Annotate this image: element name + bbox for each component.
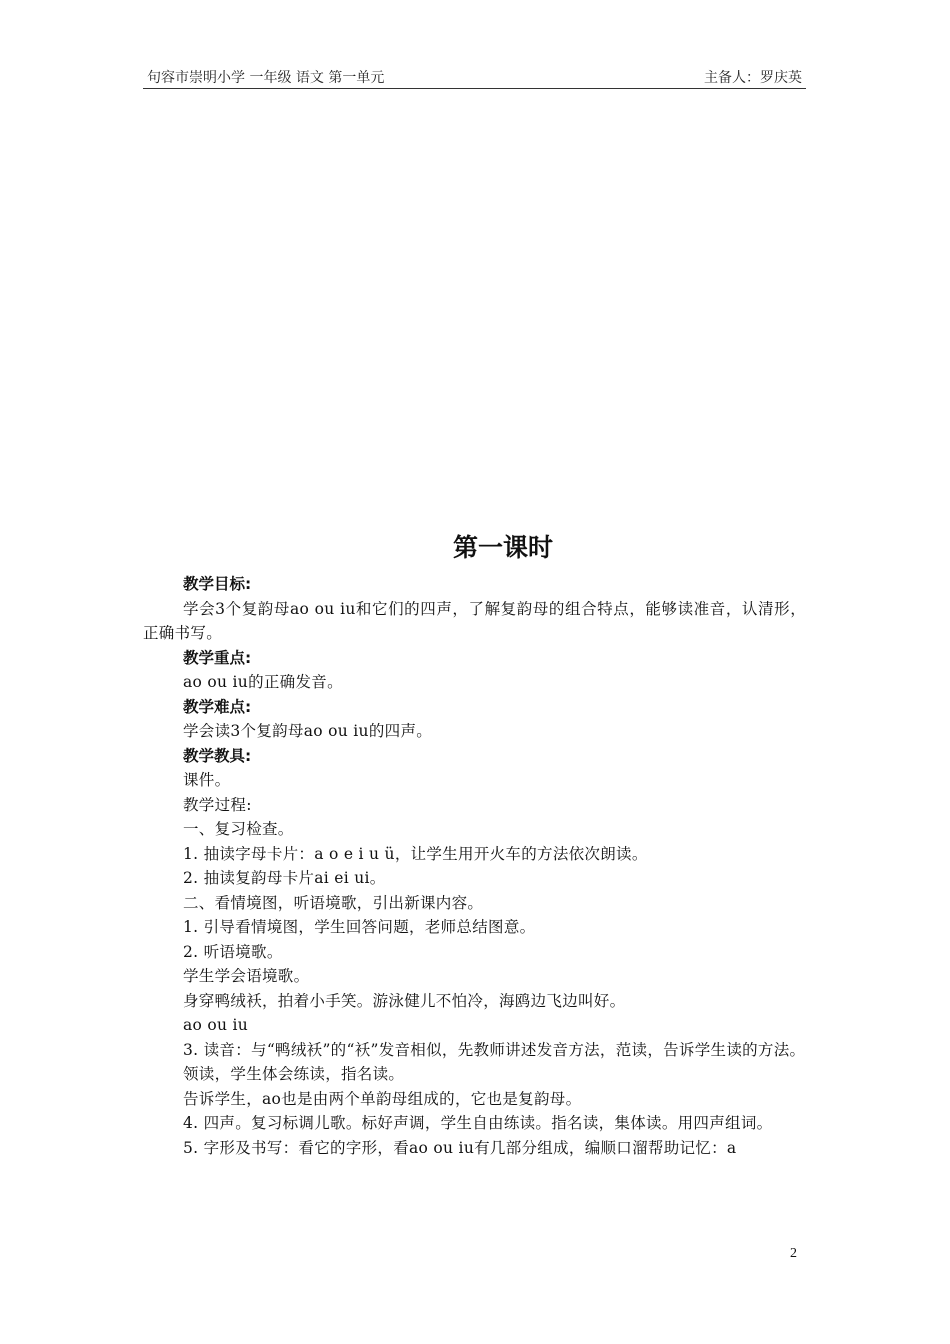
paragraph: 一、复习检查。 xyxy=(183,820,294,838)
section-heading: 教学难点: xyxy=(183,697,252,716)
page-header xyxy=(143,66,806,89)
page-number: 2 xyxy=(790,1246,797,1261)
paragraph: 身穿鸭绒袄，拍着小手笑。游泳健儿不怕冷，海鸥边飞边叫好。 xyxy=(183,991,626,1010)
paragraph: 学会读3个复韵母ao ou iu的四声。 xyxy=(183,722,433,740)
section-heading: 教学重点: xyxy=(183,648,252,667)
header-right: 主备人：罗庆英 xyxy=(704,70,802,86)
paragraph: 二、看情境图，听语境歌，引出新课内容。 xyxy=(183,893,484,912)
section-heading: 教学目标: xyxy=(183,575,252,593)
section-heading: 教学教具: xyxy=(183,746,252,765)
paragraph: 5. 字形及书写：看它的字形，看ao ou iu有几部分组成，编顺口溜帮助记忆：a xyxy=(183,1138,737,1157)
paragraph: 告诉学生，ao也是由两个单韵母组成的，它也是复韵母。 xyxy=(183,1089,582,1108)
document-body xyxy=(143,572,806,1160)
paragraph: 1. 抽读字母卡片：a o e i u ü，让学生用开火车的方法依次朗读。 xyxy=(183,844,648,863)
paragraph: 4. 四声。复习标调儿歌。标好声调，学生自由练读。指名读，集体读。用四声组词。 xyxy=(183,1114,773,1132)
paragraph: 领读，学生体会练读，指名读。 xyxy=(183,1065,405,1083)
page-title: 第一课时 xyxy=(452,533,553,562)
header-left: 句容市崇明小学 一年级 语文 第一单元 xyxy=(147,70,385,86)
paragraph: ao ou iu xyxy=(183,1016,249,1034)
paragraph: 学生学会语境歌。 xyxy=(183,967,310,985)
paragraph: 学会3个复韵母ao ou iu和它们的四声，了解复韵母的组合特点，能够读准音，认清形，正确书写。 xyxy=(143,599,806,642)
paragraph: 1. 引导看情境图，学生回答问题，老师总结图意。 xyxy=(183,918,536,936)
paragraph: 课件。 xyxy=(183,771,231,789)
paragraph: ao ou iu的正确发音。 xyxy=(183,673,343,691)
paragraph: 2. 抽读复韵母卡片ai ei ui。 xyxy=(183,869,386,887)
paragraph: 3. 读音：与“鸭绒袄”的“袄”发音相似，先教师讲述发音方法，范读，告诉学生读的方法。 xyxy=(183,1040,806,1059)
paragraph: 教学过程: xyxy=(183,795,252,814)
paragraph: 2. 听语境歌。 xyxy=(183,942,283,961)
